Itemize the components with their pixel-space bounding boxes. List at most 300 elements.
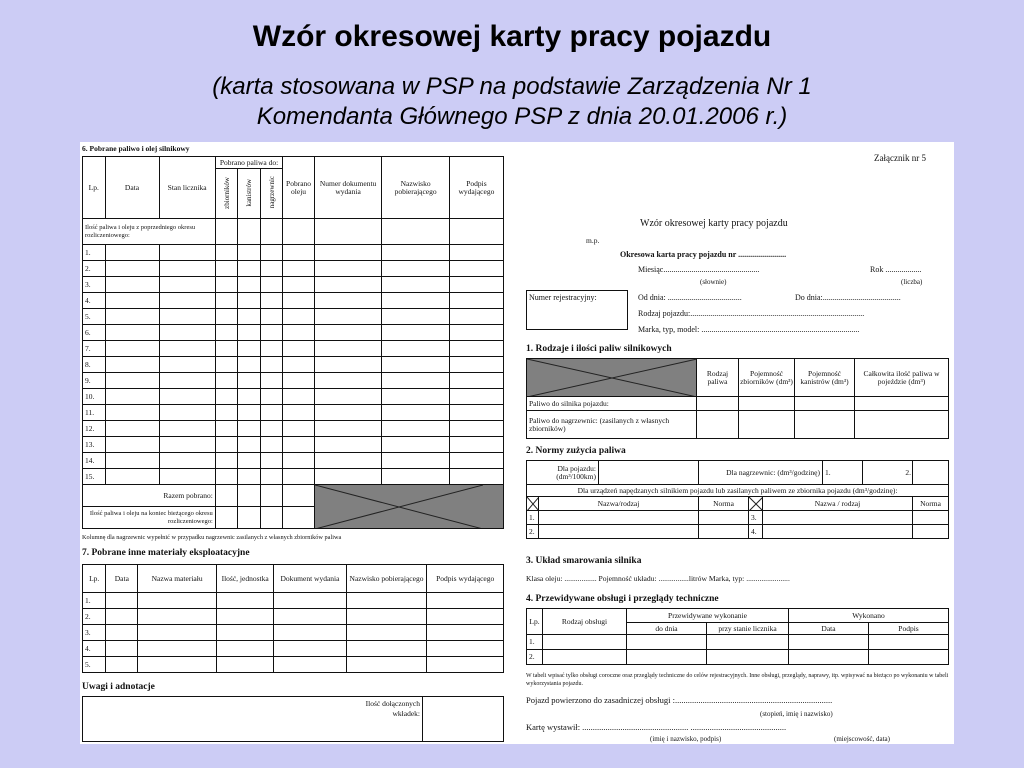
- fuel-cell: [215, 437, 238, 453]
- col-nazwisko: Nazwisko pobierającego: [382, 157, 450, 219]
- fuel-cell: [449, 373, 503, 389]
- fuel-cell: [260, 405, 283, 421]
- fuel-cell: [382, 325, 450, 341]
- norm-heater-label: Dla nagrzewnic: (dm³/godzinę): [699, 461, 823, 485]
- fuel-cell: [260, 453, 283, 469]
- section-3-title: 3. Układ smarowania silnika: [526, 556, 642, 566]
- fuel-cell: [238, 341, 261, 357]
- fuel-row-lp: 11.: [83, 405, 106, 421]
- h-nazwa-2: Nazwa / rodzaj: [763, 497, 913, 511]
- issued-line: Kartę wystawił: .................................................. .............................................: [526, 722, 787, 732]
- fuel-cell: [215, 373, 238, 389]
- fuel-cell: [314, 261, 382, 277]
- materials-cell: [427, 609, 504, 625]
- registration-label: Numer rejestracyjny:: [529, 293, 597, 302]
- fuel-cell: [283, 453, 315, 469]
- fuel-cell: [238, 373, 261, 389]
- materials-cell: [274, 625, 346, 641]
- materials-cell: [138, 657, 217, 673]
- crossed-header: [527, 359, 697, 397]
- fuel-cell: [105, 293, 159, 309]
- norm-row-1: 1.: [527, 511, 539, 525]
- fuel-cell: [314, 293, 382, 309]
- fuel-cell: [283, 293, 315, 309]
- materials-row-lp: 1.: [83, 593, 106, 609]
- materials-row: [83, 609, 504, 625]
- fuel-cell: [105, 277, 159, 293]
- fuel-row-lp: 8.: [83, 357, 106, 373]
- fuel-cell: [238, 325, 261, 341]
- fuel-row: [83, 453, 504, 469]
- fuel-cell: [260, 293, 283, 309]
- fuel-row: [83, 277, 504, 293]
- fuel-cell: [283, 437, 315, 453]
- fuel-cell: [159, 373, 215, 389]
- fuel-table: [82, 156, 504, 529]
- fuel-cell: [215, 325, 238, 341]
- fuel-cell: [382, 309, 450, 325]
- from-date: Od dnia: .....................................: [638, 293, 742, 302]
- fuel-cell: [105, 389, 159, 405]
- materials-header: Nazwa materiału: [138, 565, 217, 593]
- fuel-cell: [449, 421, 503, 437]
- fuel-row-lp: 3.: [83, 277, 106, 293]
- materials-cell: [216, 625, 273, 641]
- fuel-cell: [449, 261, 503, 277]
- col-calkowita: Całkowita ilość paliwa w pojeździe (dm³): [855, 359, 949, 397]
- fuel-cell: [105, 453, 159, 469]
- fuel-heater-label: Paliwo do nagrzewnic: (zasilanych z własnych zbiorników): [527, 411, 697, 439]
- fuel-cell: [105, 373, 159, 389]
- fuel-row: [83, 469, 504, 485]
- fuel-cell: [382, 405, 450, 421]
- fuel-cell: [238, 293, 261, 309]
- fuel-cell: [105, 245, 159, 261]
- norms-table: [526, 460, 949, 539]
- fuel-cell: [314, 245, 382, 261]
- fuel-cell: [238, 357, 261, 373]
- fuel-row: [83, 245, 504, 261]
- col-rodzaj: Rodzaj paliwa: [697, 359, 739, 397]
- slide-title: Wzór okresowej karty pracy pojazdu: [252, 20, 772, 53]
- fuel-cell: [314, 325, 382, 341]
- col-kanistrow: kanistrów: [245, 178, 254, 207]
- vehicle-model: Marka, typ, model: ...............................................................................: [638, 325, 860, 334]
- fuel-cell: [159, 245, 215, 261]
- fuel-cell: [105, 357, 159, 373]
- fuel-row: [83, 261, 504, 277]
- materials-cell: [106, 593, 138, 609]
- uwagi-title: Uwagi i adnotacje: [82, 682, 155, 692]
- crossed-cell-a: [527, 497, 539, 511]
- s4-rodzaj: Rodzaj obsługi: [543, 609, 627, 635]
- issued-caption: (imię i nazwisko, podpis): [650, 735, 722, 743]
- fuel-cell: [215, 341, 238, 357]
- fuel-row: [83, 405, 504, 421]
- fuel-cell: [238, 405, 261, 421]
- fuel-cell: [215, 357, 238, 373]
- fuel-cell: [449, 453, 503, 469]
- assigned-caption: (stopień, imię i nazwisko): [760, 710, 833, 718]
- materials-cell: [216, 593, 273, 609]
- fuel-cell: [314, 421, 382, 437]
- materials-cell: [346, 657, 427, 673]
- fuel-row-lp: 12.: [83, 421, 106, 437]
- fuel-cell: [283, 405, 315, 421]
- fuel-cell: [382, 341, 450, 357]
- s4-przy: przy stanie licznika: [707, 623, 789, 635]
- materials-cell: [427, 593, 504, 609]
- fuel-cell: [382, 453, 450, 469]
- fuel-cell: [449, 245, 503, 261]
- materials-cell: [346, 593, 427, 609]
- materials-row-lp: 5.: [83, 657, 106, 673]
- fuel-cell: [238, 421, 261, 437]
- section-2-title: 2. Normy zużycia paliwa: [526, 446, 626, 456]
- materials-cell: [346, 609, 427, 625]
- col-pobrano: Pobrano paliwa do:: [215, 157, 283, 169]
- fuel-cell: [159, 341, 215, 357]
- fuel-cell: [283, 373, 315, 389]
- fuel-cell: [105, 309, 159, 325]
- fuel-cell: [215, 309, 238, 325]
- s4-row-2: 2.: [527, 650, 543, 665]
- fuel-cell: [215, 277, 238, 293]
- fuel-cell: [449, 357, 503, 373]
- fuel-cell: [105, 261, 159, 277]
- fuel-cell: [105, 405, 159, 421]
- fuel-cell: [215, 245, 238, 261]
- materials-header: Lp.: [83, 565, 106, 593]
- fuel-cell: [159, 293, 215, 309]
- fuel-cell: [260, 341, 283, 357]
- fuel-cell: [314, 357, 382, 373]
- fuel-cell: [382, 357, 450, 373]
- fuel-cell: [215, 261, 238, 277]
- col-zbiornikow: zbiorników: [222, 176, 231, 209]
- fuel-row-lp: 2.: [83, 261, 106, 277]
- fuel-cell: [449, 277, 503, 293]
- fuel-row-lp: 13.: [83, 437, 106, 453]
- assigned-line: Pojazd powierzono do zasadniczej obsługi :..........................................................................: [526, 695, 833, 705]
- fuel-cell: [283, 245, 315, 261]
- year-caption: (liczba): [901, 278, 923, 286]
- fuel-cell: [238, 389, 261, 405]
- fuel-cell: [314, 389, 382, 405]
- attachment-label: Załącznik nr 5: [874, 153, 926, 163]
- fuel-cell: [314, 309, 382, 325]
- materials-row-lp: 2.: [83, 609, 106, 625]
- fuel-cell: [159, 405, 215, 421]
- fuel-cell: [283, 421, 315, 437]
- fuel-cell: [382, 389, 450, 405]
- fuel-cell: [105, 469, 159, 485]
- fuel-cell: [215, 389, 238, 405]
- fuel-cell: [449, 405, 503, 421]
- fuel-cell: [260, 373, 283, 389]
- fuel-cell: [283, 325, 315, 341]
- heater-note: Kolumnę dla nagrzewnic wypełnić w przypadku nagrzewnic zasilanych z własnych zbiorników paliwa: [82, 534, 342, 541]
- fuel-cell: [283, 389, 315, 405]
- fuel-cell: [449, 293, 503, 309]
- fuel-cell: [238, 261, 261, 277]
- materials-cell: [274, 641, 346, 657]
- month-field: Miesiąc................................................: [638, 265, 760, 274]
- fuel-cell: [260, 325, 283, 341]
- col-lp: Lp.: [83, 157, 106, 219]
- section-1-title: 1. Rodzaje i ilości paliw silnikowych: [526, 344, 672, 354]
- fuel-row-lp: 6.: [83, 325, 106, 341]
- cross-b: [749, 497, 763, 511]
- fuel-cell: [105, 421, 159, 437]
- fuel-cell: [238, 453, 261, 469]
- month-caption: (słownie): [700, 278, 727, 286]
- col-nagrzewnic: nagrzewnic: [267, 176, 276, 209]
- fuel-cell: [159, 437, 215, 453]
- fuel-cell: [283, 261, 315, 277]
- fuel-cell: [314, 373, 382, 389]
- cross-lines: [315, 485, 483, 529]
- fuel-cell: [382, 245, 450, 261]
- card-number: Okresowa karta pracy pojazdu nr ........................: [620, 250, 787, 259]
- fuel-cell: [314, 277, 382, 293]
- section-4-title: 4. Przewidywane obsługi i przeglądy techniczne: [526, 594, 719, 604]
- devices-label: Dla urządzeń napędzanych silnikiem pojazdu lub zasilanych paliwem ze zbiornika pojazdu (dm³/godzinę):: [527, 485, 949, 497]
- materials-cell: [427, 641, 504, 657]
- col-poj-zb: Pojemność zbiorników (dm³): [739, 359, 795, 397]
- materials-cell: [106, 609, 138, 625]
- fuel-row-lp: 10.: [83, 389, 106, 405]
- crossed-cell: [314, 485, 503, 529]
- fuel-cell: [215, 469, 238, 485]
- fuel-cell: [215, 453, 238, 469]
- materials-cell: [346, 641, 427, 657]
- fuel-cell: [215, 293, 238, 309]
- fuel-row-lp: 15.: [83, 469, 106, 485]
- materials-header: Podpis wydającego: [427, 565, 504, 593]
- subtitle-line-2: Komendanta Głównego PSP z dnia 20.01.2006 r.): [256, 103, 788, 130]
- fuel-cell: [238, 277, 261, 293]
- fuel-row-lp: 7.: [83, 341, 106, 357]
- fuel-cell: [238, 469, 261, 485]
- fuel-cell: [159, 309, 215, 325]
- subtitle-line-1: (karta stosowana w PSP na podstawie Zarządzenia Nr 1: [212, 73, 812, 100]
- fuel-cell: [382, 421, 450, 437]
- materials-row: [83, 641, 504, 657]
- materials-cell: [138, 625, 217, 641]
- materials-cell: [427, 625, 504, 641]
- fuel-cell: [159, 277, 215, 293]
- col-poj-kan: Pojemność kanistrów (dm³): [795, 359, 855, 397]
- form-page-left: [80, 142, 508, 744]
- s4-podpis: Podpis: [869, 623, 949, 635]
- service-note: W tabeli wpisać tylko obsługi coroczne oraz przeglądy techniczne do celów rejestracyjnych. Inne obsługi, przeglądy, naprawy, itp. wpisywać na bieżąco po wykonaniu w tabeli wykorzystania pojazdu.: [526, 673, 949, 687]
- service-table: [526, 608, 949, 665]
- fuel-row: [83, 309, 504, 325]
- fuel-cell: [260, 277, 283, 293]
- fuel-cell: [382, 261, 450, 277]
- s4-row-1: 1.: [527, 635, 543, 650]
- materials-table: [82, 564, 504, 673]
- fuel-row: [83, 357, 504, 373]
- materials-row-lp: 3.: [83, 625, 106, 641]
- col-numer: Numer dokumentu wydania: [314, 157, 382, 219]
- fuel-row-lp: 14.: [83, 453, 106, 469]
- s4-lp: Lp.: [527, 609, 543, 635]
- fuel-cell: [105, 341, 159, 357]
- s4-wyk: Wykonano: [789, 609, 949, 623]
- fuel-row: [83, 389, 504, 405]
- fuel-cell: [314, 405, 382, 421]
- fuel-row-lp: 1.: [83, 245, 106, 261]
- fuel-cell: [449, 309, 503, 325]
- lubrication-line: Klasa oleju: ................. Pojemność układu: ................litrów Marka, typ: .......................: [526, 574, 790, 583]
- fuel-cell: [314, 341, 382, 357]
- fuel-cell: [260, 437, 283, 453]
- fuel-cell: [283, 309, 315, 325]
- vehicle-type: Rodzaj pojazdu:.......................................................................................: [638, 309, 865, 318]
- materials-header: Nazwisko pobierającego: [346, 565, 427, 593]
- fuel-cell: [314, 437, 382, 453]
- materials-cell: [274, 657, 346, 673]
- materials-header: Ilość, jednostka: [216, 565, 273, 593]
- fuel-cell: [449, 389, 503, 405]
- fuel-cell: [382, 373, 450, 389]
- materials-row: [83, 625, 504, 641]
- materials-cell: [138, 609, 217, 625]
- fuel-cell: [382, 437, 450, 453]
- fuel-row: [83, 325, 504, 341]
- fuel-cell: [382, 469, 450, 485]
- fuel-cell: [260, 309, 283, 325]
- fuel-cell: [238, 309, 261, 325]
- fuel-cell: [260, 357, 283, 373]
- materials-row-lp: 4.: [83, 641, 106, 657]
- fuel-cell: [159, 453, 215, 469]
- materials-cell: [427, 657, 504, 673]
- materials-cell: [274, 593, 346, 609]
- fuel-cell: [382, 277, 450, 293]
- fuel-cell: [382, 293, 450, 309]
- fuel-cell: [215, 421, 238, 437]
- h-nazwa-1: Nazwa/rodzaj: [539, 497, 699, 511]
- norm-heater-1: 1.: [823, 461, 863, 485]
- fuel-types-table: [526, 358, 949, 439]
- fuel-cell: [260, 245, 283, 261]
- materials-row: [83, 593, 504, 609]
- fuel-row-lp: 4.: [83, 293, 106, 309]
- slide-subtitle: [0, 72, 1024, 132]
- total-label: Razem pobrano:: [83, 485, 216, 507]
- fuel-cell: [215, 405, 238, 421]
- form-title: Wzór okresowej karty pracy pojazdu: [640, 218, 788, 229]
- fuel-cell: [283, 341, 315, 357]
- fuel-cell: [159, 261, 215, 277]
- h-norma-2: Norma: [913, 497, 949, 511]
- fuel-cell: [449, 437, 503, 453]
- fuel-engine-label: Paliwo do silnika pojazdu:: [527, 397, 697, 411]
- col-podpis: Podpis wydającego: [449, 157, 503, 219]
- fuel-cell: [260, 469, 283, 485]
- s4-do-dnia: do dnia: [627, 623, 707, 635]
- norm-vehicle-label: Dla pojazdu: (dm³/100km): [527, 461, 599, 485]
- fuel-cell: [159, 357, 215, 373]
- materials-cell: [346, 625, 427, 641]
- norm-row-2: 2.: [527, 525, 539, 539]
- materials-header: Data: [106, 565, 138, 593]
- fuel-cell: [283, 277, 315, 293]
- norm-row-3: 3.: [749, 511, 763, 525]
- uwagi-box: [82, 696, 504, 742]
- crossed-cell-b: [749, 497, 763, 511]
- fuel-cell: [260, 261, 283, 277]
- fuel-cell: [105, 325, 159, 341]
- s4-data: Data: [789, 623, 869, 635]
- s4-przew: Przewidywane wykonanie: [627, 609, 789, 623]
- mp-label: m.p.: [586, 236, 600, 245]
- fuel-cell: [105, 437, 159, 453]
- fuel-row-lp: 5.: [83, 309, 106, 325]
- materials-cell: [138, 593, 217, 609]
- to-date: Do dnia:.......................................: [795, 293, 901, 302]
- norm-row-4: 4.: [749, 525, 763, 539]
- section-7-title: 7. Pobrane inne materiały eksploatacyjne: [82, 548, 250, 558]
- materials-cell: [138, 641, 217, 657]
- end-period-label: Ilość paliwa i oleju na koniec bieżącego okresu rozliczeniowego:: [83, 507, 216, 529]
- attachments-label: Ilość dołączonych wkładek:: [361, 697, 423, 741]
- materials-cell: [274, 609, 346, 625]
- col-olej: Pobrano oleju: [283, 157, 315, 219]
- col-stan: Stan licznika: [159, 157, 215, 219]
- h-norma-1: Norma: [699, 497, 749, 511]
- fuel-cell: [260, 421, 283, 437]
- cross-a: [527, 497, 539, 511]
- fuel-cell: [449, 341, 503, 357]
- materials-cell: [216, 609, 273, 625]
- fuel-cell: [238, 437, 261, 453]
- norm-heater-2: 2.: [863, 461, 913, 485]
- fuel-cell: [159, 469, 215, 485]
- fuel-row: [83, 437, 504, 453]
- fuel-cell: [314, 469, 382, 485]
- fuel-row-lp: 9.: [83, 373, 106, 389]
- materials-cell: [106, 657, 138, 673]
- fuel-cell: [260, 389, 283, 405]
- fuel-cell: [159, 325, 215, 341]
- materials-cell: [216, 657, 273, 673]
- fuel-cell: [449, 325, 503, 341]
- materials-header: Dokument wydania: [274, 565, 346, 593]
- fuel-cell: [238, 245, 261, 261]
- fuel-cell: [159, 389, 215, 405]
- materials-cell: [106, 641, 138, 657]
- materials-cell: [216, 641, 273, 657]
- prev-period-label: Ilość paliwa i oleju z poprzedniego okresu rozliczeniowego:: [83, 219, 216, 245]
- materials-row: [83, 657, 504, 673]
- fuel-row: [83, 341, 504, 357]
- fuel-cell: [449, 469, 503, 485]
- fuel-cell: [283, 469, 315, 485]
- materials-cell: [106, 625, 138, 641]
- header-cross: [527, 359, 697, 397]
- fuel-row: [83, 373, 504, 389]
- fuel-cell: [159, 421, 215, 437]
- place-date-caption: (miejscowość, data): [834, 735, 890, 743]
- fuel-row: [83, 293, 504, 309]
- form-page-right: [508, 142, 954, 744]
- year-field: Rok ..................: [870, 265, 922, 274]
- fuel-row: [83, 421, 504, 437]
